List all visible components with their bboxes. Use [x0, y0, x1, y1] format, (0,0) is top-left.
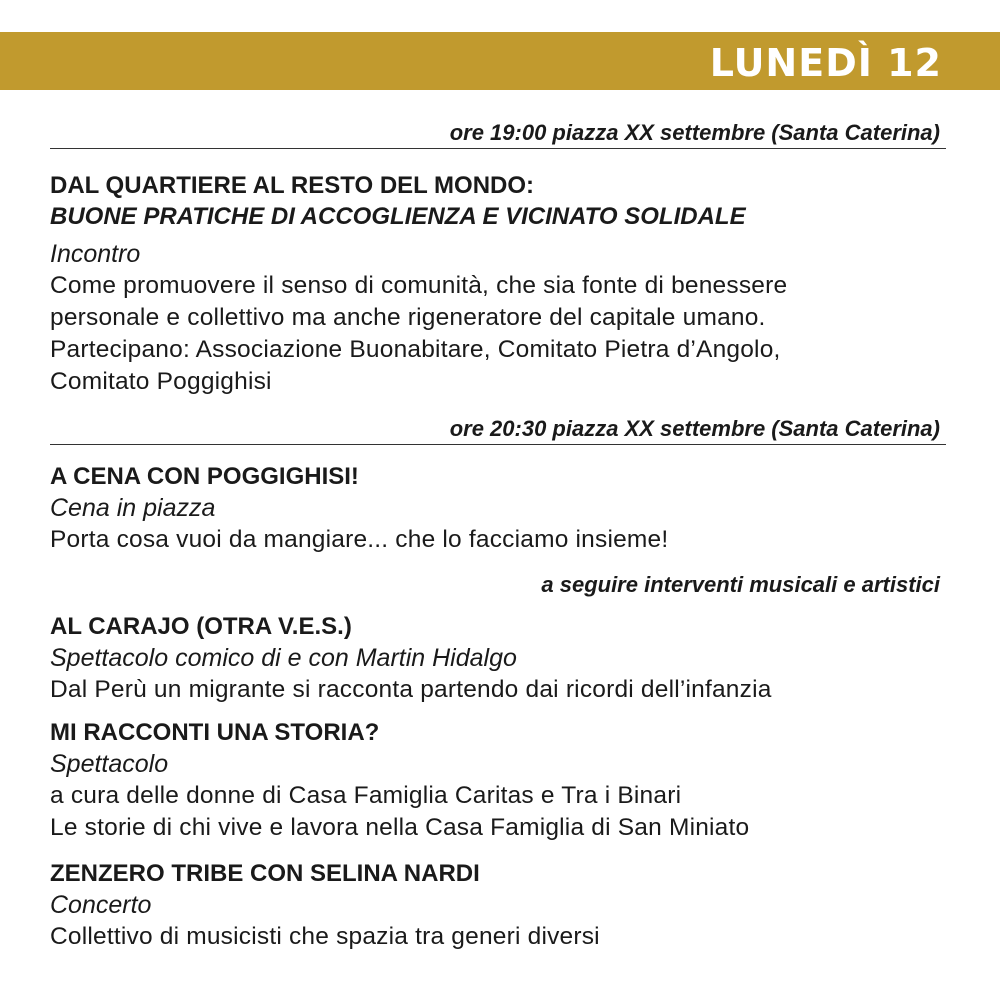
event-type: Concerto: [50, 891, 152, 919]
event-title: ZENZERO TRIBE CON SELINA NARDI: [50, 860, 480, 887]
event-title: MI RACCONTI UNA STORIA?: [50, 719, 380, 746]
event-desc-line: Dal Perù un migrante si racconta partendo dai ricordi dell’infanzia: [50, 676, 772, 703]
event-desc-line: Partecipano: Associazione Buonabitare, Comitato Pietra d’Angolo,: [50, 336, 781, 363]
event-desc-line: Comitato Poggighisi: [50, 368, 272, 395]
event-type: Spettacolo comico di e con Martin Hidalgo: [50, 644, 517, 672]
event-desc-line: Porta cosa vuoi da mangiare... che lo facciamo insieme!: [50, 526, 669, 553]
event-desc-line: Come promuovere il senso di comunità, che sia fonte di benessere: [50, 272, 788, 299]
event-desc-line: personale e collettivo ma anche rigeneratore del capitale umano.: [50, 304, 766, 331]
follow-up-note: a seguire interventi musicali e artistici: [541, 572, 940, 597]
event-type: Incontro: [50, 240, 141, 268]
event-3: [50, 611, 950, 706]
event-1: [50, 170, 950, 398]
event-type: Cena in piazza: [50, 494, 216, 522]
event-4: [50, 717, 950, 844]
event-desc-line: Collettivo di musicisti che spazia tra generi diversi: [50, 923, 600, 950]
event-title-italic: BUONE PRATICHE DI ACCOGLIENZA E VICINATO SOLIDALE: [50, 203, 746, 230]
time-slot-2: ore 20:30 piazza XX settembre (Santa Caterina): [50, 414, 946, 445]
day-title: LUNEDÌ 12: [709, 41, 942, 85]
event-desc-line: Le storie di chi vive e lavora nella Casa Famiglia di San Miniato: [50, 814, 750, 841]
event-title: DAL QUARTIERE AL RESTO DEL MONDO:: [50, 172, 535, 199]
event-title: AL CARAJO (OTRA V.E.S.): [50, 613, 352, 640]
event-2: [50, 461, 950, 556]
event-desc-line: a cura delle donne di Casa Famiglia Caritas e Tra i Binari: [50, 782, 682, 809]
time-slot-1: ore 19:00 piazza XX settembre (Santa Caterina): [50, 118, 946, 149]
event-type: Spettacolo: [50, 750, 169, 778]
event-title: A CENA CON POGGIGHISI!: [50, 463, 359, 490]
event-5: [50, 858, 950, 953]
